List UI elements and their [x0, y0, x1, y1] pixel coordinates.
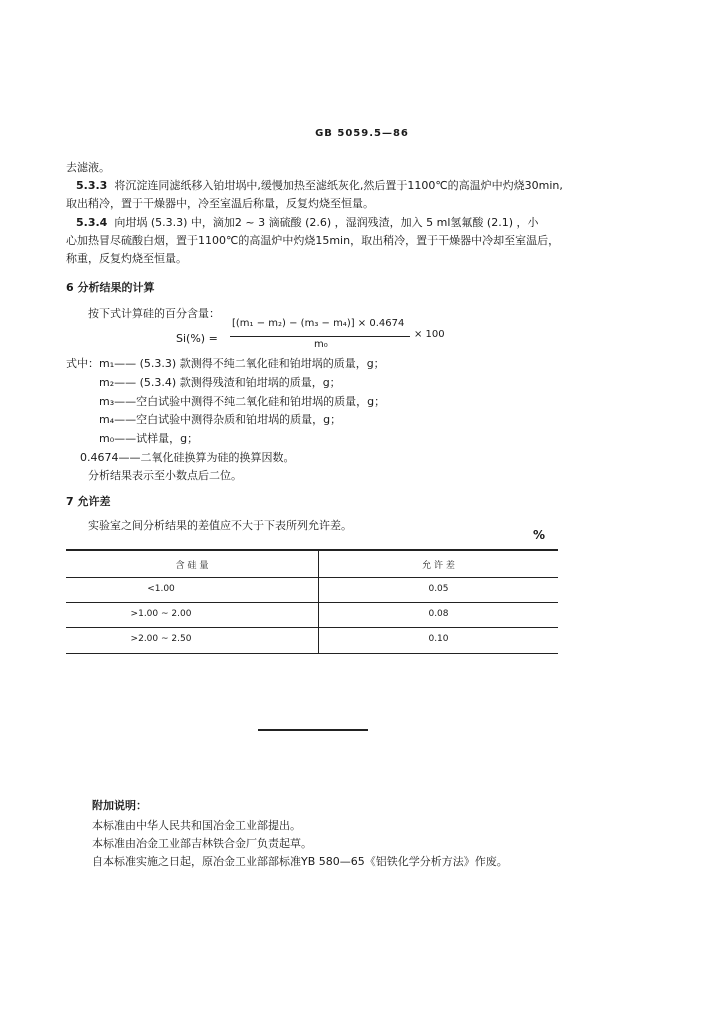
definition-item: m₄——空白试验中测得杂质和铂坩埚的质量，g；	[99, 413, 342, 426]
formula-multiplier: × 100	[414, 329, 445, 340]
conversion-factor: 0.4674——二氧化硅换算为硅的换算因数。	[80, 451, 295, 464]
clause-5-3-4	[76, 213, 539, 232]
clause-number: 5.3.4	[76, 216, 108, 229]
end-separator	[258, 729, 368, 731]
formula-denominator: m₀	[314, 339, 328, 350]
section-title-7: 7 允许差	[66, 495, 111, 508]
formula-lhs: Si(%) =	[176, 332, 218, 345]
unit-label: %	[533, 528, 546, 542]
precision-note: 分析结果表示至小数点后二位。	[88, 469, 242, 482]
paragraph-text: 取出稍冷，置于干燥器中，冷至室温后称量，反复灼烧至恒量。	[66, 197, 374, 210]
table-cell: 0.10	[428, 634, 449, 644]
clause-5-3-3	[76, 176, 563, 195]
table-cell: 0.08	[428, 609, 449, 619]
paragraph-text: 心加热冒尽硫酸白烟，置于1100℃的高温炉中灼烧15min，取出稍冷，置于干燥器中冷却至室温后，	[66, 234, 560, 247]
table-cell: >1.00 ~ 2.00	[130, 609, 192, 619]
table-header-rule	[66, 577, 558, 578]
paragraph-text: 向坩埚 (5.3.3) 中，滴加2 ~ 3 滴硫酸 (2.6) ，湿润残渣，加入 5 ml氢氟酸 (2.1) ，小	[114, 216, 539, 229]
paragraph-text: 将沉淀连同滤纸移入铂坩埚中,缓慢加热至滤纸灰化,然后置于1100℃的高温炉中灼烧30min,	[114, 179, 563, 192]
definition-item: m₂—— (5.3.4) 款测得残渣和铂坩埚的质量，g；	[99, 376, 341, 389]
section-title-6: 6 分析结果的计算	[66, 281, 155, 294]
document-header: GB 5059.5—86	[315, 128, 409, 139]
definitions-lead: 式中：	[66, 357, 99, 370]
table-top-rule	[66, 549, 558, 551]
paragraph-text: 称重，反复灼烧至恒量。	[66, 252, 187, 265]
table-header-cell: 允 许 差	[422, 561, 455, 571]
formula-intro: 按下式计算硅的百分含量：	[88, 307, 220, 320]
formula-numerator: [(m₁ − m₂) − (m₃ − m₄)] × 0.4674	[232, 318, 405, 329]
table-row-rule	[66, 627, 558, 628]
paragraph-text: 去滤液。	[66, 161, 110, 174]
table-header-cell: 含 硅 量	[175, 561, 209, 571]
table-bottom-rule	[66, 653, 558, 654]
definition-item: m₃——空白试验中测得不纯二氧化硅和铂坩埚的质量，g；	[99, 395, 386, 408]
table-row-rule	[66, 602, 558, 603]
table-cell: 0.05	[428, 584, 449, 594]
fraction-bar	[230, 336, 410, 337]
definition-item: m₁—— (5.3.3) 款测得不纯二氧化硅和铂坩埚的质量，g；	[99, 357, 385, 370]
clause-number: 5.3.3	[76, 179, 108, 192]
table-intro: 实验室之间分析结果的差值应不大于下表所列允许差。	[88, 519, 352, 532]
table-cell: <1.00	[147, 584, 175, 594]
appendix-line: 本标准由冶金工业部吉林铁合金厂负责起草。	[92, 837, 312, 850]
appendix-line: 本标准由中华人民共和国冶金工业部提出。	[92, 819, 301, 832]
appendix-line: 自本标准实施之日起，原冶金工业部部标准YB 580—65《铝铁化学分析方法》作废。	[92, 855, 508, 868]
appendix-title: 附加说明：	[92, 799, 147, 812]
table-cell: >2.00 ~ 2.50	[130, 634, 192, 644]
definition-item: m₀——试样量，g；	[99, 432, 199, 445]
